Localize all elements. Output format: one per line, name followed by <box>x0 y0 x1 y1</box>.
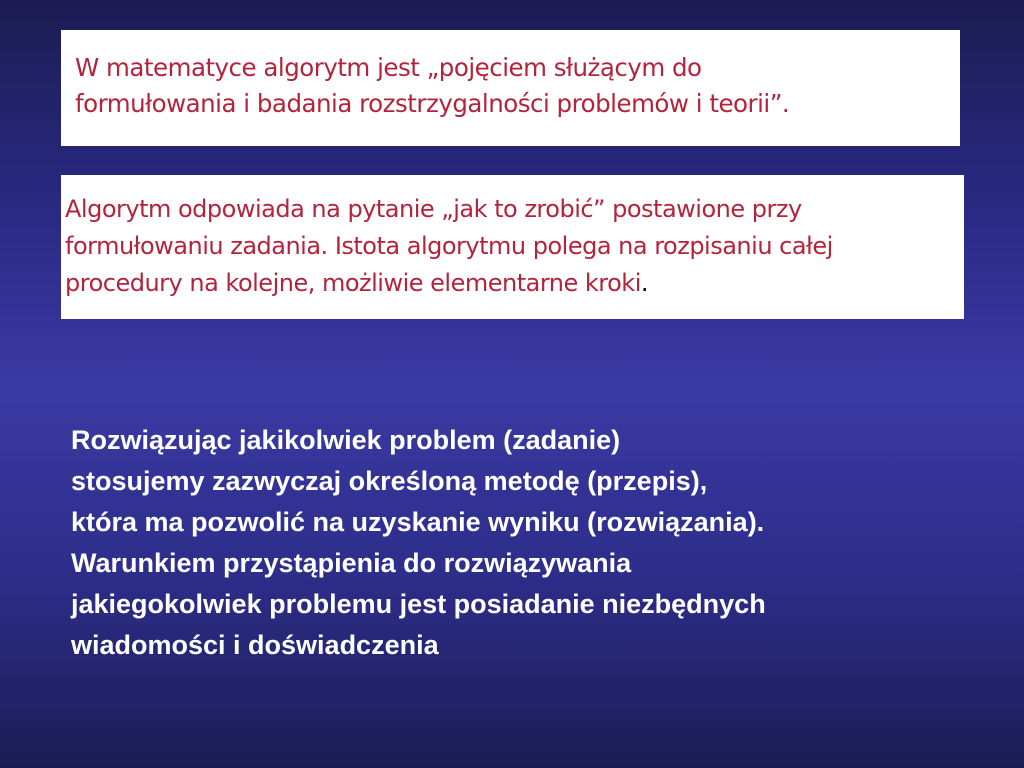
definition-line: formułowania i badania rozstrzygalności problemów i teorii”. <box>75 89 790 118</box>
description-line <box>65 265 964 302</box>
paragraph-line: Warunkiem przystąpienia do rozwiązywania <box>71 548 632 578</box>
main-paragraph <box>71 420 971 666</box>
paragraph-line: wiadomości i doświadczenia <box>71 630 439 660</box>
description-line: formułowaniu zadania. Istota algorytmu polega na rozpisaniu całej <box>65 232 833 260</box>
paragraph-line: która ma pozwolić na uzyskanie wyniku (rozwiązania). <box>71 507 765 537</box>
definition-line: W matematyce algorytm jest „pojęciem służącym do <box>75 53 702 82</box>
paragraph-line: stosujemy zazwyczaj określoną metodę (przepis), <box>71 466 708 496</box>
paragraph-line: jakiegokolwiek problemu jest posiadanie niezbędnych <box>71 589 766 619</box>
description-end-dot: . <box>640 269 649 297</box>
definition-box <box>61 30 960 146</box>
algorithm-description-box <box>61 175 964 319</box>
description-line-text: procedury na kolejne, możliwie elementarne kroki <box>65 269 641 297</box>
paragraph-line: Rozwiązując jakikolwiek problem (zadanie) <box>71 425 621 455</box>
description-line: Algorytm odpowiada na pytanie „jak to zrobić” postawione przy <box>65 195 802 223</box>
